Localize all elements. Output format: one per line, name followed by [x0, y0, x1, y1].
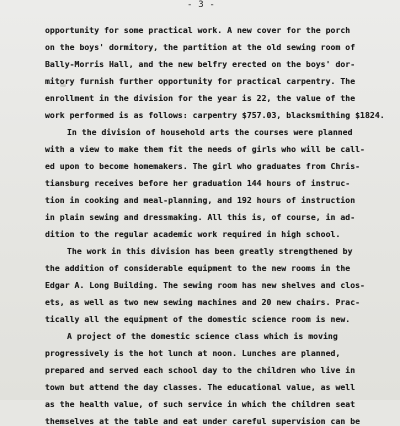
text-line: work performed is as follows: carpentry $757.03, blacksmithing $1824. [45, 110, 385, 120]
text-line: The work in this division has been greatly strengthened by [67, 246, 353, 256]
text-line: as the health value, of such service in which the children seat [45, 399, 356, 409]
text-line: Edgar A. Long Building. The sewing room has new shelves and clos- [45, 280, 365, 290]
text-line: ed upon to become homemakers. The girl who graduates from Chris- [45, 161, 361, 171]
text-line: In the division of household arts the courses were planned [67, 127, 353, 137]
text-line: dition to the regular academic work required in high school. [45, 229, 341, 239]
ink-smudge [60, 84, 66, 87]
text-line: mitory furnish further opportunity for practical carpentry. The [45, 76, 356, 86]
text-line: tically all the equipment of the domestic science room is new. [45, 314, 351, 324]
text-line: themselves at the table and eat under careful supervision can be [45, 416, 361, 426]
text-line: tiansburg receives before her graduation 144 hours of instruc- [45, 178, 351, 188]
text-line: enrollment in the division for the year is 22, the value of the [45, 93, 356, 103]
text-line: opportunity for some practical work. A new cover for the porch [45, 25, 351, 35]
text-line: tion in cooking and meal-planning, and 192 hours of instruction [45, 195, 356, 205]
text-line: Bally-Morris Hall, and the new belfry erected on the boys' dor- [45, 59, 356, 69]
text-line: the addition of considerable equipment to the new rooms in the [45, 263, 351, 273]
text-line: ets, as well as two new sewing machines and 20 new chairs. Prac- [45, 297, 361, 307]
page-number: - 3 - [186, 0, 216, 10]
text-line: prepared and served each school day to the children who live in [45, 365, 356, 375]
text-line: A project of the domestic science class which is moving [67, 331, 338, 341]
text-line: progressively is the hot lunch at noon. Lunches are planned, [45, 348, 341, 358]
text-line: town but attend the day classes. The educational value, as well [45, 382, 356, 392]
text-line: on the boys' dormitory, the partition at the old sewing room of [45, 42, 356, 52]
text-line: in plain sewing and dressmaking. All this is, of course, in ad- [45, 212, 356, 222]
text-line: with a view to make them fit the needs of girls who will be call- [45, 144, 365, 154]
